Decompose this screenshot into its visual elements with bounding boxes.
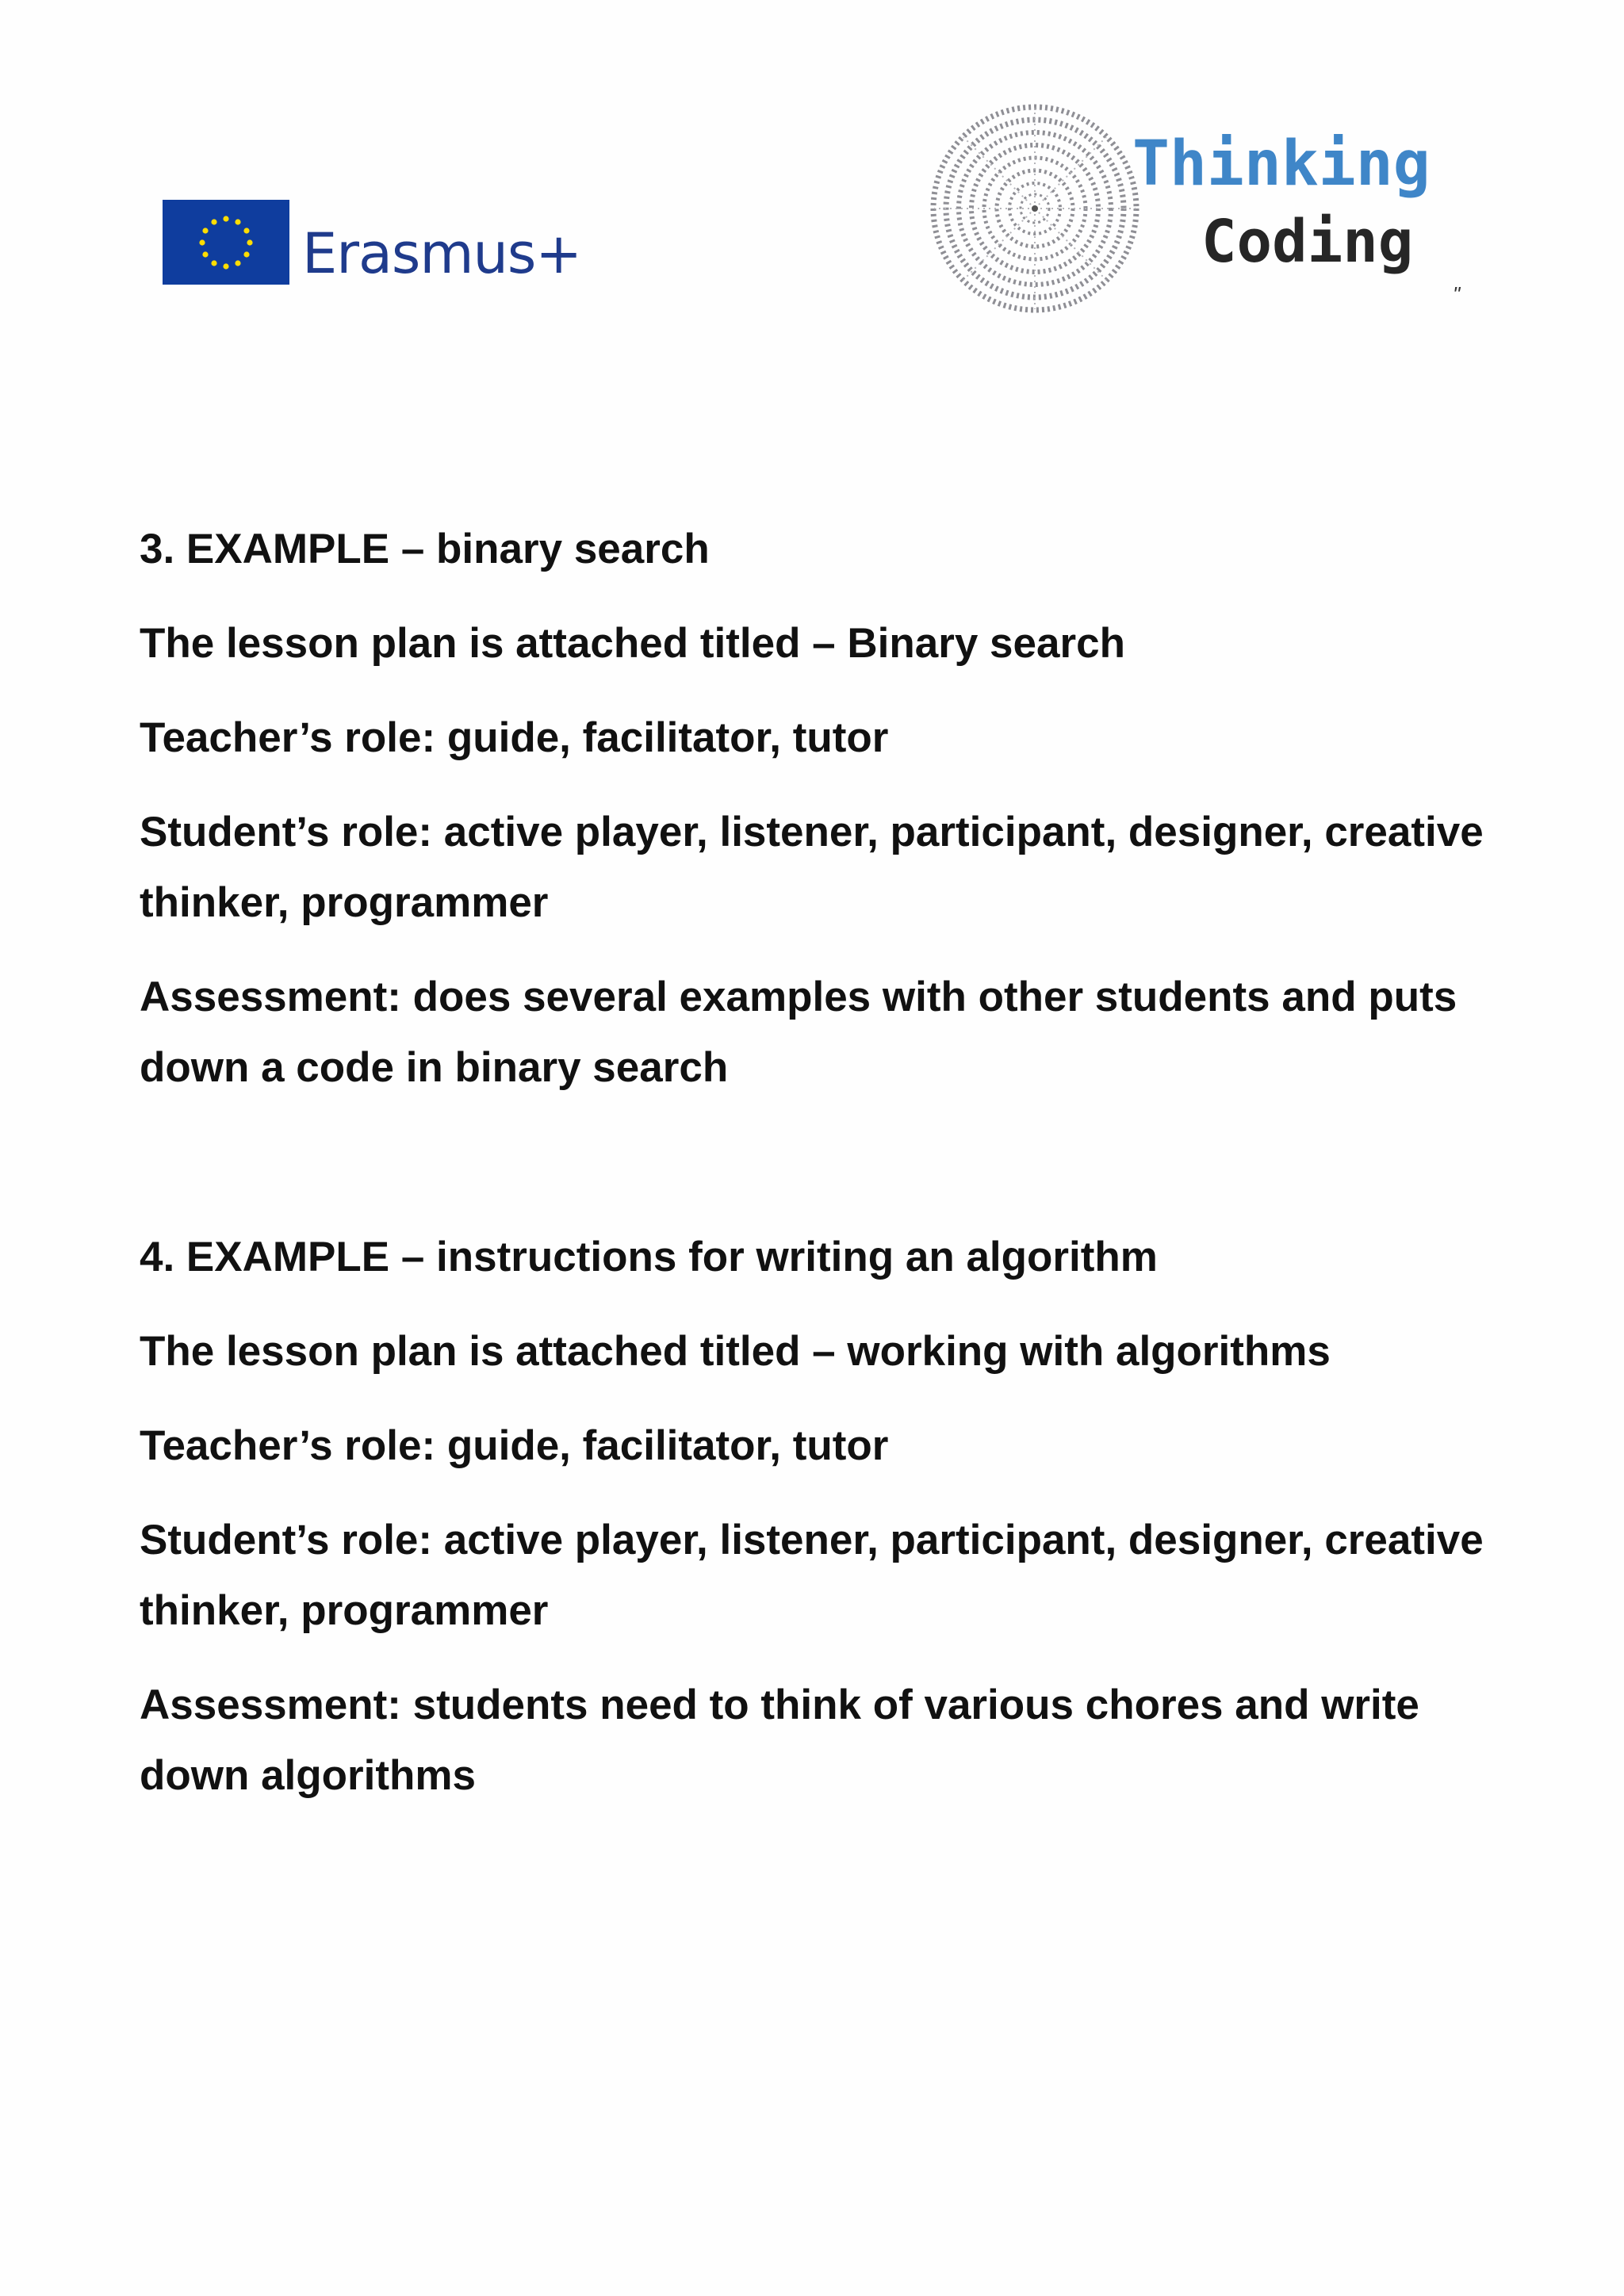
coding-wordmark: Coding — [1201, 208, 1414, 276]
assessment-line: Assessment: students need to think of various chores and write down algorithms — [140, 1682, 1419, 1799]
lesson-plan-line: The lesson plan is attached titled – working with algorithms — [140, 1328, 1331, 1375]
erasmus-wordmark: Erasmus+ — [302, 221, 582, 286]
section-heading: 3. EXAMPLE – binary search — [140, 526, 710, 572]
example-section — [140, 1222, 1503, 1811]
student-role-line: Student’s role: active player, listener, participant, designer, creative thinker, programmer — [140, 809, 1484, 926]
document-body — [140, 514, 1503, 1835]
student-role-line: Student’s role: active player, listener, participant, designer, creative thinker, programmer — [140, 1517, 1484, 1634]
quote-mark: " — [1453, 282, 1461, 306]
example-section — [140, 514, 1503, 1103]
teacher-role-line: Teacher’s role: guide, facilitator, tutor — [140, 1422, 889, 1469]
thinking-coding-logo — [928, 101, 1435, 316]
erasmus-plus-logo — [163, 198, 591, 289]
binary-globe-icon — [928, 101, 1142, 316]
teacher-role-line: Teacher’s role: guide, facilitator, tutor — [140, 714, 889, 761]
assessment-line: Assessment: does several examples with other students and puts down a code in binary search — [140, 974, 1457, 1091]
eu-flag-icon — [163, 200, 289, 285]
lesson-plan-line: The lesson plan is attached titled – Binary search — [140, 620, 1125, 667]
thinking-wordmark: Thinking — [1132, 128, 1431, 200]
section-heading: 4. EXAMPLE – instructions for writing an algorithm — [140, 1234, 1158, 1280]
section-spacer — [140, 1127, 1503, 1222]
